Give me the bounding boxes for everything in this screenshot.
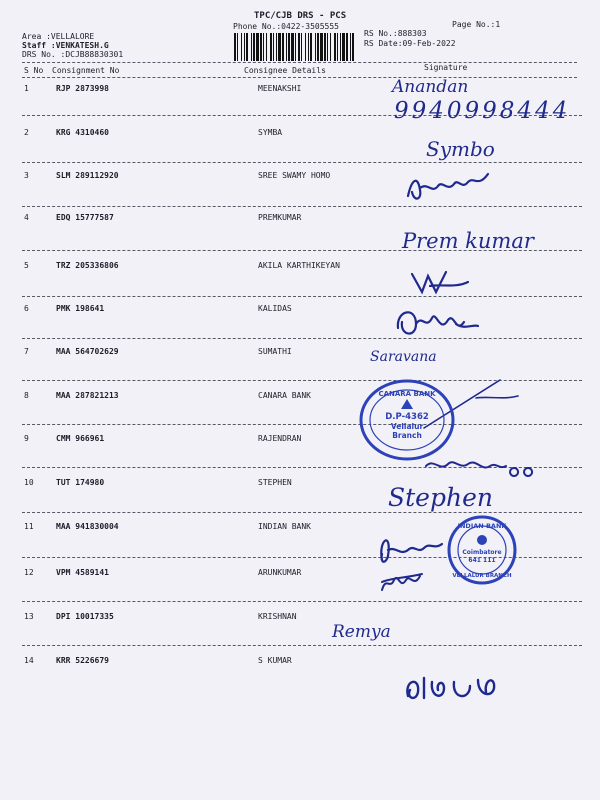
row-consignee: CANARA BANK xyxy=(258,391,311,400)
barcode-bar xyxy=(350,33,351,61)
barcode-bar xyxy=(315,33,316,61)
table-row xyxy=(0,479,600,499)
signature-row-5 xyxy=(406,264,476,300)
table-row xyxy=(0,172,600,192)
barcode-bar xyxy=(291,33,294,61)
row-divider xyxy=(22,296,582,297)
svg-text:9940998444: 9940998444 xyxy=(394,98,571,124)
barcode-bar xyxy=(295,33,296,61)
row-consignee: KALIDAS xyxy=(258,304,292,313)
barcode-bar xyxy=(340,33,341,61)
row-consignee: PREMKUMAR xyxy=(258,213,302,222)
row-consignee: INDIAN BANK xyxy=(258,522,311,531)
row-consignee: SYMBA xyxy=(258,128,283,137)
row-consignment: TUT 174980 xyxy=(56,478,105,487)
barcode-bar xyxy=(288,33,290,61)
barcode-bar xyxy=(234,33,236,61)
signature-row-13 xyxy=(330,617,420,647)
row-consignee: RAJENDRAN xyxy=(258,434,302,443)
row-sno: 10 xyxy=(24,478,34,487)
barcode-bar xyxy=(244,33,245,61)
row-consignee: AKILA KARTHIKEYAN xyxy=(258,261,340,270)
area-label: Area :VELLALORE xyxy=(22,32,95,41)
barcode-bar xyxy=(263,33,264,61)
signature-row-6 xyxy=(394,300,484,344)
signature-row-4 xyxy=(400,222,560,258)
row-sno: 8 xyxy=(24,391,29,400)
row-consignment: SLM 289112920 xyxy=(56,171,119,180)
barcode-bar xyxy=(324,33,326,61)
sheet-title: TPC/CJB DRS - PCS xyxy=(254,11,347,21)
col-header-consignee: Consignee Details xyxy=(244,66,326,75)
barcode-bar xyxy=(305,33,306,61)
row-consignment: KRR 5226679 xyxy=(56,656,109,665)
row-consignment: KRG 4310460 xyxy=(56,128,109,137)
row-consignment: TRZ 205336806 xyxy=(56,261,119,270)
svg-text:Remya: Remya xyxy=(332,622,391,642)
table-row xyxy=(0,305,600,325)
row-sno: 2 xyxy=(24,128,29,137)
col-header-consignment: Consignment No xyxy=(52,66,120,75)
svg-text:Anandan: Anandan xyxy=(392,77,469,97)
barcode-bar xyxy=(298,33,300,61)
svg-text:CANARA BANK: CANARA BANK xyxy=(378,390,436,398)
barcode-bar xyxy=(352,33,354,61)
row-sno: 12 xyxy=(24,568,34,577)
row-divider xyxy=(22,601,582,602)
barcode xyxy=(232,33,358,61)
barcode-bar xyxy=(246,33,248,61)
barcode-bar xyxy=(270,33,272,61)
row-sno: 1 xyxy=(24,84,29,93)
row-consignee: KRISHNAN xyxy=(258,612,297,621)
row-sno: 9 xyxy=(24,434,29,443)
barcode-bar xyxy=(253,33,255,61)
barcode-bar xyxy=(330,33,331,61)
table-row xyxy=(0,262,600,282)
row-sno: 7 xyxy=(24,347,29,356)
barcode-bar xyxy=(260,33,262,61)
barcode-bar xyxy=(327,33,328,61)
barcode-bar xyxy=(241,33,242,61)
barcode-bar xyxy=(320,33,323,61)
row-consignment: EDQ 15777587 xyxy=(56,213,114,222)
row-consignment: PMK 198641 xyxy=(56,304,105,313)
svg-text:D.P-4362: D.P-4362 xyxy=(385,412,429,422)
barcode-bar xyxy=(317,33,319,61)
row-sno: 5 xyxy=(24,261,29,270)
canara-bank-stamp xyxy=(357,378,457,462)
barcode-bar xyxy=(342,33,345,61)
barcode-bar xyxy=(266,33,267,61)
row-sno: 4 xyxy=(24,213,29,222)
row-consignee: STEPHEN xyxy=(258,478,292,487)
barcode-bar xyxy=(308,33,309,61)
svg-text:641 111: 641 111 xyxy=(468,557,496,564)
svg-text:VELLALUR BRANCH: VELLALUR BRANCH xyxy=(452,573,512,579)
barcode-bar xyxy=(273,33,274,61)
header-rule-top xyxy=(22,62,577,63)
barcode-bar xyxy=(310,33,312,61)
signature-row-12 xyxy=(378,568,428,596)
barcode-bar xyxy=(337,33,338,61)
barcode-bar xyxy=(282,33,284,61)
rs-date: RS Date:09-Feb-2022 xyxy=(364,39,456,48)
drs-number: DRS No. :DCJB88830301 xyxy=(22,50,124,59)
barcode-bar xyxy=(251,33,252,61)
row-consignment: MAA 564702629 xyxy=(56,347,119,356)
barcode-bar xyxy=(237,33,238,61)
svg-text:Prem kumar: Prem kumar xyxy=(402,229,534,253)
table-row xyxy=(0,348,600,368)
col-header-signature: Signature xyxy=(424,63,468,72)
barcode-bar xyxy=(334,33,336,61)
rs-number: RS No.:888303 xyxy=(364,29,427,38)
svg-text:Symbo: Symbo xyxy=(426,137,495,161)
row-consignee: MEENAKSHI xyxy=(258,84,302,93)
staff-label: Staff :VENKATESH.G xyxy=(22,41,109,50)
row-sno: 13 xyxy=(24,612,34,621)
row-sno: 3 xyxy=(24,171,29,180)
row-divider xyxy=(22,338,582,339)
row-consignment: MAA 287821213 xyxy=(56,391,119,400)
signature-row-1 xyxy=(390,74,590,126)
row-divider xyxy=(22,645,582,646)
svg-text:Coimbatore: Coimbatore xyxy=(462,549,502,556)
row-sno: 14 xyxy=(24,656,34,665)
row-sno: 11 xyxy=(24,522,34,531)
indian-bank-stamp xyxy=(446,514,518,586)
barcode-bar xyxy=(286,33,287,61)
row-consignee: ARUNKUMAR xyxy=(258,568,302,577)
row-consignment: MAA 941830004 xyxy=(56,522,119,531)
svg-text:Branch: Branch xyxy=(392,431,422,440)
page-number: Page No.:1 xyxy=(452,20,501,29)
signature-row-11 xyxy=(372,520,452,572)
row-consignee: S KUMAR xyxy=(258,656,292,665)
table-row xyxy=(0,613,600,633)
signature-row-14 xyxy=(400,668,520,708)
signature-row-2 xyxy=(424,132,534,166)
row-sno: 6 xyxy=(24,304,29,313)
row-consignee: SUMATHI xyxy=(258,347,292,356)
barcode-bar xyxy=(278,33,281,61)
row-consignment: VPM 4589141 xyxy=(56,568,109,577)
row-consignment: RJP 2873998 xyxy=(56,84,109,93)
signature-row-7 xyxy=(368,343,478,369)
barcode-bar xyxy=(301,33,302,61)
row-consignee: SREE SWAMY HOMO xyxy=(258,171,331,180)
barcode-bar xyxy=(276,33,277,61)
svg-text:Saravana: Saravana xyxy=(370,349,437,365)
row-consignment: CMM 966961 xyxy=(56,434,105,443)
row-consignment: DPI 10017335 xyxy=(56,612,114,621)
svg-text:Vellalur: Vellalur xyxy=(390,422,424,431)
svg-text:Stephen: Stephen xyxy=(388,483,493,512)
barcode-bar xyxy=(346,33,348,61)
signature-row-3 xyxy=(402,168,502,210)
col-header-sno: S No xyxy=(24,66,44,75)
signature-row-10 xyxy=(386,478,506,516)
phone-number: Phone No.:0422-3505555 xyxy=(233,22,339,31)
barcode-bar xyxy=(256,33,259,61)
svg-text:INDIAN BANK: INDIAN BANK xyxy=(457,522,507,530)
